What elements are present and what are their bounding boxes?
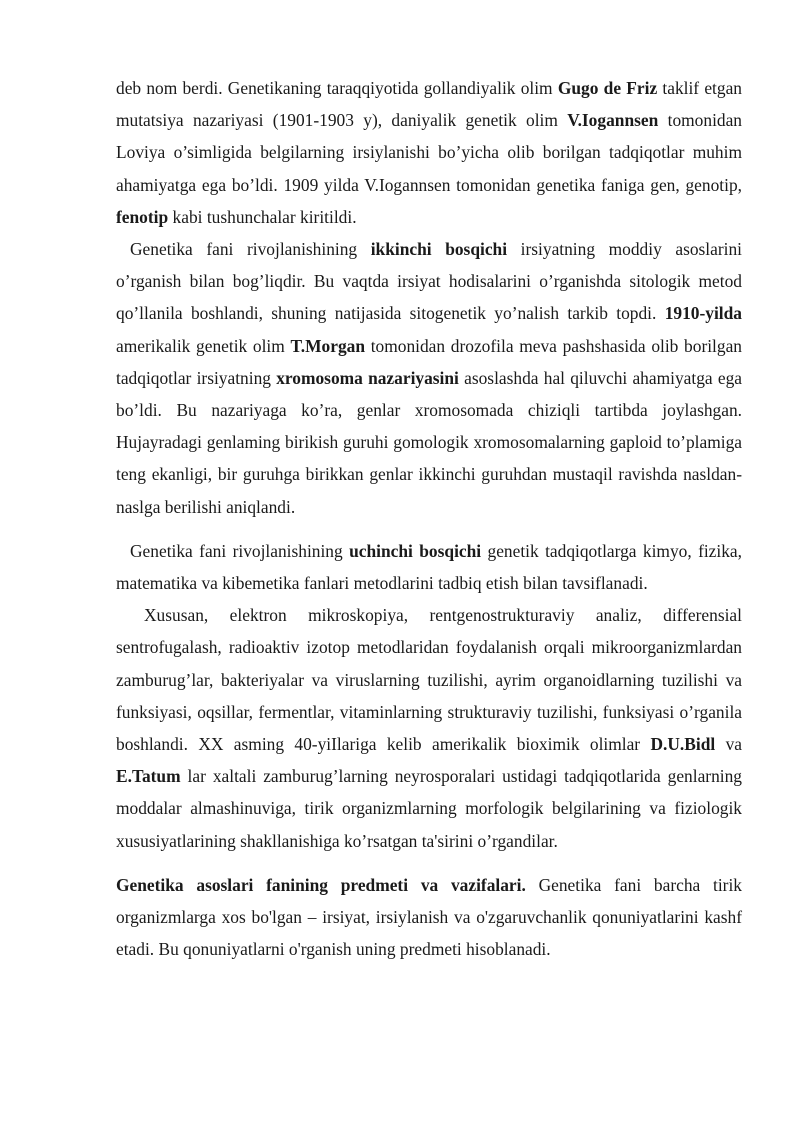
paragraph-methods bbox=[116, 599, 742, 857]
text-run: Genetika fani rivojlanishining bbox=[130, 540, 350, 561]
paragraph-second-stage bbox=[116, 233, 742, 523]
bold-term: V.Iogannsen bbox=[567, 110, 659, 131]
text-run: genetik tadqiqotlarga kimyo, fizika, matematika va kibemetika fanlari metodlarini tadbiq etish bilan tavsiflanadi. bbox=[116, 540, 742, 594]
bold-term: fenotip bbox=[116, 206, 169, 227]
bold-term: xromosoma nazariyasini bbox=[276, 367, 459, 388]
text-run: deb nom berdi. Genetikaning taraqqiyotida gollandiyalik olim bbox=[116, 78, 558, 98]
bold-term: Gugo de Friz bbox=[557, 78, 658, 98]
text-run: Genetika fani rivojlanishining bbox=[130, 239, 371, 260]
bold-term: E.Tatum bbox=[116, 766, 181, 787]
document-page bbox=[116, 72, 742, 965]
section-heading: Genetika asoslari fanining predmeti va vazifalari. bbox=[116, 874, 526, 895]
bold-term: 1910-yilda bbox=[664, 303, 742, 324]
bold-term: ikkinchi bosqichi bbox=[370, 239, 508, 260]
text-run: Xususan, elektron mikroskopiya, rentgenostrukturaviy analiz, differensial sentrofugalash, radioaktiv izotop metodlaridan foydalanish orqali mikroorganizmlardan zamburug’lar, bakteriyalar va viruslarning tuzilishi, ayrim organoidlarning tuzilishi va funksiyasi, oqsillar, fermentlar, vitaminlarning strukturaviy tuzilishi, funksiyasi o’rganila boshlandi. XX asming 40-yiIlariga kelib amerikalik bioximik olimlar bbox=[116, 605, 742, 755]
bold-term: D.U.Bidl bbox=[650, 734, 716, 755]
paragraph-subject-goals bbox=[116, 869, 742, 966]
text-run: va bbox=[715, 734, 742, 755]
text-run: taklif etgan mutatsiya nazariyasi (1901-1903 y), daniyalik genetik olim bbox=[116, 78, 742, 131]
text-run: lar xaltali zamburug’larning neyrosporalari ustidagi tadqiqotlarida genlarning moddalar almashinuviga, tirik organizmlarning morfologik belgilarining va fiziologik xususiyatlarining shakllanishiga ko’rsatgan ta'sirini o’rgandilar. bbox=[116, 766, 742, 851]
text-run: kabi tushunchalar kiritildi. bbox=[168, 206, 357, 227]
text-run: amerikalik genetik olim bbox=[116, 335, 291, 356]
text-run: irsiyatning moddiy asoslarini o’rganish bilan bog’liqdir. Bu vaqtda irsiyat hodisalarini o’rganishda sitologik metod qo’llanila boshlandi, shuning natijasida sitogenetik yo’nalish tarkib topdi. bbox=[116, 239, 742, 324]
text-run: asoslashda hal qiluvchi ahamiyatga ega bo’ldi. Bu nazariyaga ko’ra, genlar xromosomada chiziqli tartibda joylashgan. Hujayradagi genlaming birikish guruhi gomologik xromosomalarning gaploid to’plamiga teng ekanligi, bir guruhga birikkan genlar ikkinchi guruhdan mustaqil ravishda nasldan-naslga berilishi aniqlandi. bbox=[116, 367, 742, 517]
paragraph-history-mutation bbox=[116, 72, 742, 233]
bold-term: uchinchi bosqichi bbox=[349, 540, 482, 561]
bold-term: T.Morgan bbox=[290, 335, 366, 356]
text-run: tomonidan drozofila meva pashshasida olib borilgan tadqiqotlar irsiyatning bbox=[116, 335, 743, 388]
paragraph-third-stage bbox=[116, 535, 742, 599]
text-run: tomonidan Loviya o’simligida belgilarning irsiylanishi bo’yicha olib borilgan tadqiqotlar muhim ahamiyatga ega bo’ldi. 1909 yilda V.Iogannsen tomonidan genetika faniga gen, genotip, bbox=[116, 110, 743, 195]
text-run: Genetika fani barcha tirik organizmlarga xos bo'lgan – irsiyat, irsiylanish va o'zgaruvchanlik qonuniyatlarini kashf etadi. Bu qonuniyatlarni o'rganish uning predmeti hisoblanadi. bbox=[116, 874, 742, 960]
